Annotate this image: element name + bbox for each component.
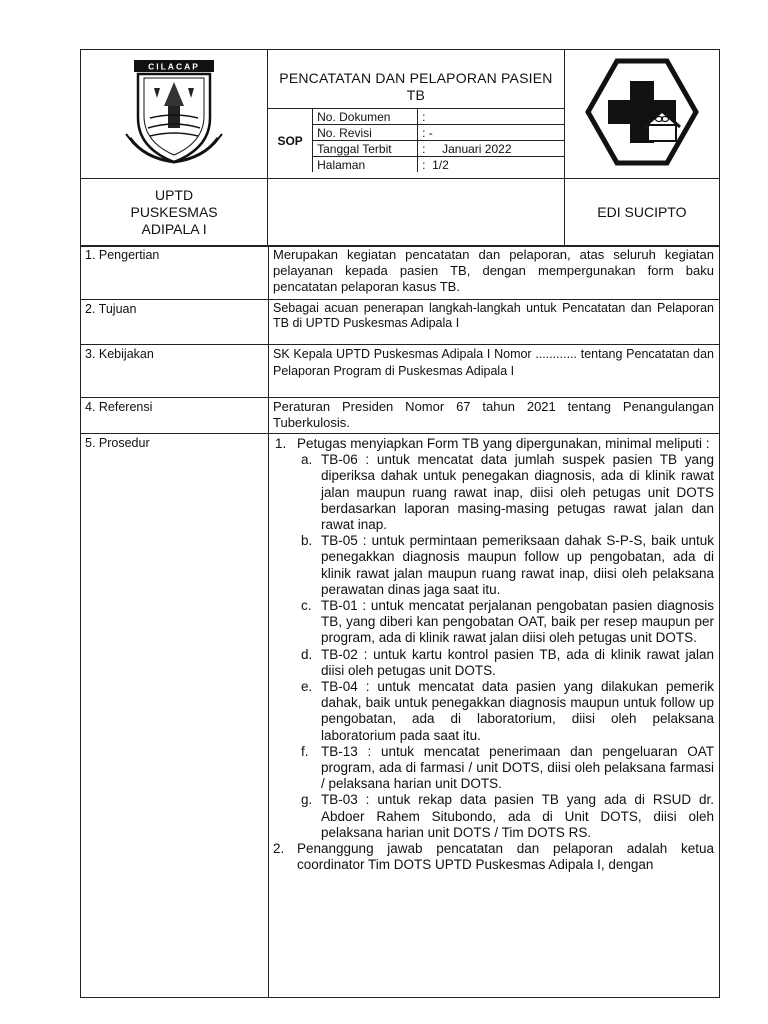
list-item <box>273 452 714 533</box>
label-kebijakan: 3. Kebijakan <box>81 345 269 398</box>
item-text: TB-13 : untuk mencatat penerimaan dan pengeluaran OAT program, ada di farmasi / unit DOTS, diisi oleh pelaksana farmasi / pelaksana harian unit DOTS. <box>321 743 714 792</box>
label-prosedur: 5. Prosedur <box>81 434 269 998</box>
step-number: 2. <box>273 841 285 857</box>
item-text: TB-03 : untuk rekap data pasien TB yang ada di RSUD dr. Abdoer Rahem Situbondo, ada di Unit DOTS, diisi oleh pelaksana harian unit DOTS / Tim DOTS RS. <box>321 792 714 840</box>
step-number: 1. <box>275 436 287 451</box>
list-item <box>273 679 714 744</box>
meta-value: : 1/2 <box>418 157 564 173</box>
text-tujuan: Sebagai acuan penerapan langkah-langkah untuk Pencatatan dan Pelaporan TB di UPTD Puskesmas Adipala I <box>269 300 720 345</box>
item-text: TB-04 : untuk mencatat data pasien yang dilakukan pemerik dahak, baik untuk penegakkan diagnosis maupun untuk follow up pengobatan, ada di laboratorium, diisi oleh pelaksana laboratorium pada saat itu. <box>321 679 714 743</box>
list-item <box>273 744 714 793</box>
text-kebijakan: SK Kepala UPTD Puskesmas Adipala I Nomor ............ tentang Pencatatan dan Pelaporan Program di Puskesmas Adipala I <box>269 345 720 398</box>
item-text: TB-02 : untuk kartu kontrol pasien TB, ada di klinik rawat jalan diisi oleh petugas unit DOTS. <box>321 646 714 678</box>
meta-value: : Januari 2022 <box>418 141 564 157</box>
label-referensi: 4. Referensi <box>81 398 269 434</box>
text-pengertian: Merupakan kegiatan pencatatan dan pelaporan, atas seluruh kegiatan pelayanan kepada pasien TB, dengan mempergunakan form baku pencatatan pelaporan kasus TB. <box>269 246 720 300</box>
step-text: Petugas menyiapkan Form TB yang dipergunakan, minimal meliputi : <box>297 436 710 451</box>
signer-name: EDI SUCIPTO <box>564 179 719 247</box>
item-letter: b. <box>301 533 313 549</box>
meta-label: No. Revisi <box>313 125 418 141</box>
item-letter: a. <box>301 452 313 468</box>
item-letter: d. <box>301 646 313 662</box>
meta-value: : - <box>418 125 564 141</box>
meta-table <box>268 108 564 172</box>
meta-value: : <box>418 109 564 125</box>
label-tujuan: 2. Tujuan <box>81 300 269 345</box>
meta-label: Halaman <box>313 157 418 173</box>
step-text: Penanggung jawab pencatatan dan pelaporan adalah ketua coordinator Tim DOTS UPTD Puskesmas Adipala I, dengan <box>297 841 714 873</box>
meta-label: No. Dokumen <box>313 109 418 125</box>
item-letter: f. <box>301 743 309 759</box>
puskesmas-logo-icon <box>582 57 702 167</box>
logo-cell <box>81 50 268 179</box>
header-table <box>80 49 720 247</box>
sop-label: SOP <box>268 109 313 173</box>
unit-name: UPTD PUSKESMAS ADIPALA I <box>81 179 268 247</box>
item-letter: c. <box>301 598 312 614</box>
list-item <box>273 598 714 647</box>
item-text: TB-05 : untuk permintaan pemeriksaan dahak S-P-S, baik untuk penegakkan diagnosis maupun follow up pengobatan, ada di klinik rawat jalan maupun ruang rawat inap, diisi oleh pelaksana perawatan dinas jaga saat itu. <box>321 533 714 597</box>
prosedur-step-2 <box>273 841 714 873</box>
document-title: PENCATATAN DAN PELAPORAN PASIEN TB <box>279 70 553 103</box>
text-referensi: Peraturan Presiden Nomor 67 tahun 2021 tentang Penangulangan Tuberkulosis. <box>269 398 720 434</box>
cilacap-crest-icon <box>124 58 224 166</box>
title-cell <box>268 50 565 179</box>
item-text: TB-06 : untuk mencatat data jumlah suspek pasien TB yang diperiksa dahak untuk penegakan diagnosis, ada di klinik rawat jalan maupun ruang rawat inap, diisi oleh petugas unit DOTS berdasarkan laporan masing-masing petugas rawat jalan dan rawat inap. <box>321 452 714 533</box>
item-letter: g. <box>301 792 313 808</box>
list-item <box>273 533 714 598</box>
list-item <box>273 647 714 679</box>
empty-cell <box>268 179 565 247</box>
label-pengertian: 1. Pengertian <box>81 246 269 300</box>
content-table <box>80 245 720 998</box>
item-letter: e. <box>301 679 313 695</box>
item-text: TB-01 : untuk mencatat perjalanan pengobatan pasien diagnosis TB, yang diberi kan pengobatan OAT, baik per resep maupun per program, ada di klinik rawat jalan diisi oleh petugas unit DOTS. <box>321 598 714 646</box>
prosedur-step-1 <box>273 436 714 452</box>
puskesmas-logo-cell <box>564 50 719 179</box>
meta-label: Tanggal Terbit <box>313 141 418 157</box>
prosedur-content <box>269 434 720 998</box>
list-item <box>273 792 714 841</box>
logo-text: CILACAP <box>148 61 200 71</box>
